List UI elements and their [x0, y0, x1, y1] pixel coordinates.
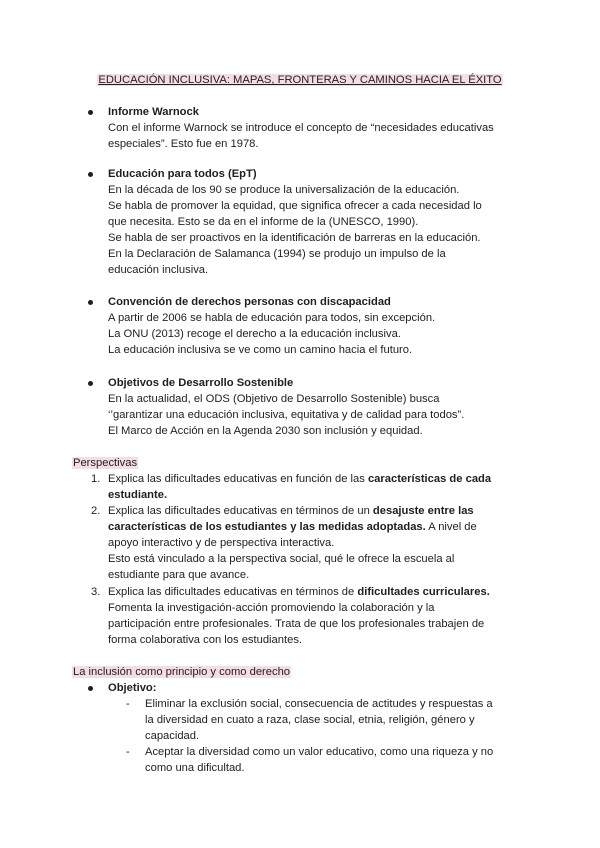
dash-line: la diversidad en cuato a raza, clase social, etnia, religión, género y — [145, 714, 475, 726]
bullet-objetivo — [108, 680, 548, 696]
bullet-line: ‘’garantizar una educación inclusiva, equitativa y de calidad para todos”. — [108, 409, 465, 421]
bullet-line: A partir de 2006 se habla de educación para todos, sin excepción. — [108, 312, 436, 324]
bullet-line: En la década de los 90 se produce la universalización de la educación. — [108, 184, 460, 196]
item-line — [108, 584, 548, 600]
bullet-line: La educación inclusiva se ve como un camino hacia el futuro. — [108, 344, 413, 356]
bullet-convencion-derechos — [108, 294, 548, 358]
bullet-dot — [88, 110, 93, 115]
bullet-line: Con el informe Warnock se introduce el concepto de “necesidades educativas — [108, 122, 494, 134]
bullet-line: En la actualidad, el ODS (Objetivo de Desarrollo Sostenible) busca — [108, 393, 440, 405]
bullet-dot — [88, 381, 93, 386]
bold-text: características de cada — [367, 473, 492, 485]
bullet-heading: Objetivos de Desarrollo Sostenible — [108, 377, 294, 389]
dash-marker: - — [126, 746, 130, 758]
section-label-text: Perspectivas — [73, 457, 138, 469]
bold-text: dificultades curriculares. — [357, 586, 490, 598]
item-line: apoyo interactivo y de perspectiva interactiva. — [108, 537, 335, 549]
bullet-line: que necesita. Esto se da en el informe de la (UNESCO, 1990). — [108, 216, 419, 228]
bullet-line: especiales”. Esto fue en 1978. — [108, 138, 259, 150]
plain-text: Explica las dificultades educativas en términos de un — [108, 505, 373, 517]
bullet-heading: Informe Warnock — [108, 106, 199, 118]
bullet-educacion-para-todos — [108, 166, 548, 278]
bullet-line: educación inclusiva. — [108, 264, 209, 276]
bullet-dot — [88, 686, 93, 691]
dash-line: capacidad. — [145, 730, 200, 742]
numbered-item-1 — [91, 471, 548, 503]
bullet-heading: Objetivo: — [108, 682, 157, 694]
dash-line: Aceptar la diversidad como un valor educativo, como una riqueza y no — [145, 746, 494, 758]
bullet-informe-warnock — [108, 104, 548, 152]
dash-item-1 — [126, 696, 545, 744]
title-text: EDUCACIÓN INCLUSIVA: MAPAS, FRONTERAS Y CAMINOS HACIA EL ÉXITO — [98, 74, 502, 86]
item-line — [108, 519, 548, 535]
bold-text: desajuste entre las — [372, 505, 474, 517]
dash-item-2 — [126, 744, 545, 776]
item-line: participación entre profesionales. Trata de que los profesionales trabajen de — [108, 618, 485, 630]
numbered-item-2 — [91, 503, 548, 583]
bullet-line: Se habla de ser proactivos en la identificación de barreras en la educación. — [108, 232, 481, 244]
item-line: Esto está vinculado a la perspectiva social, qué le ofrece la escuela al — [108, 553, 455, 565]
bullet-line: Se habla de promover la equidad, que significa ofrecer a cada necesidad lo — [108, 200, 482, 212]
bold-text: características de los estudiantes y las medidas adoptadas. — [108, 521, 426, 533]
dash-marker: - — [126, 698, 130, 710]
plain-text: Explica las dificultades educativas en función de las — [108, 473, 368, 485]
item-line: estudiante para que avance. — [108, 569, 250, 581]
item-number: 3. — [91, 586, 101, 598]
bullet-heading: Convención de derechos personas con discapacidad — [108, 296, 391, 308]
bullet-heading: Educación para todos (EpT) — [108, 168, 257, 180]
bullet-line: En la Declaración de Salamanca (1994) se produjo un impulso de la — [108, 248, 446, 260]
item-line: forma colaborativa con los estudiantes. — [108, 634, 303, 646]
item-number: 1. — [91, 473, 101, 485]
bullet-objetivos-desarrollo — [108, 375, 548, 439]
bullet-dot — [88, 300, 93, 305]
document-title — [0, 72, 600, 88]
dash-line: Eliminar la exclusión social, consecuencia de actitudes y respuestas a — [145, 698, 493, 710]
item-line — [108, 471, 548, 487]
numbered-item-3 — [91, 584, 548, 648]
bullet-line: El Marco de Acción en la Agenda 2030 son inclusión y equidad. — [108, 425, 423, 437]
section-label-text: La inclusión como principio y como derecho — [73, 666, 291, 678]
item-line — [108, 487, 548, 503]
section-inclusion — [72, 664, 291, 680]
section-perspectivas — [72, 455, 138, 471]
item-line — [108, 503, 548, 519]
bullet-line: La ONU (2013) recoge el derecho a la educación inclusiva. — [108, 328, 401, 340]
plain-text: A nivel de — [425, 521, 477, 533]
plain-text: Explica las dificultades educativas en términos de — [108, 586, 358, 598]
bullet-dot — [88, 172, 93, 177]
bold-text: estudiante. — [108, 489, 168, 501]
item-number: 2. — [91, 505, 101, 517]
item-line: Fomenta la investigación-acción promoviendo la colaboración y la — [108, 602, 435, 614]
dash-line: como una dificultad. — [145, 762, 245, 774]
